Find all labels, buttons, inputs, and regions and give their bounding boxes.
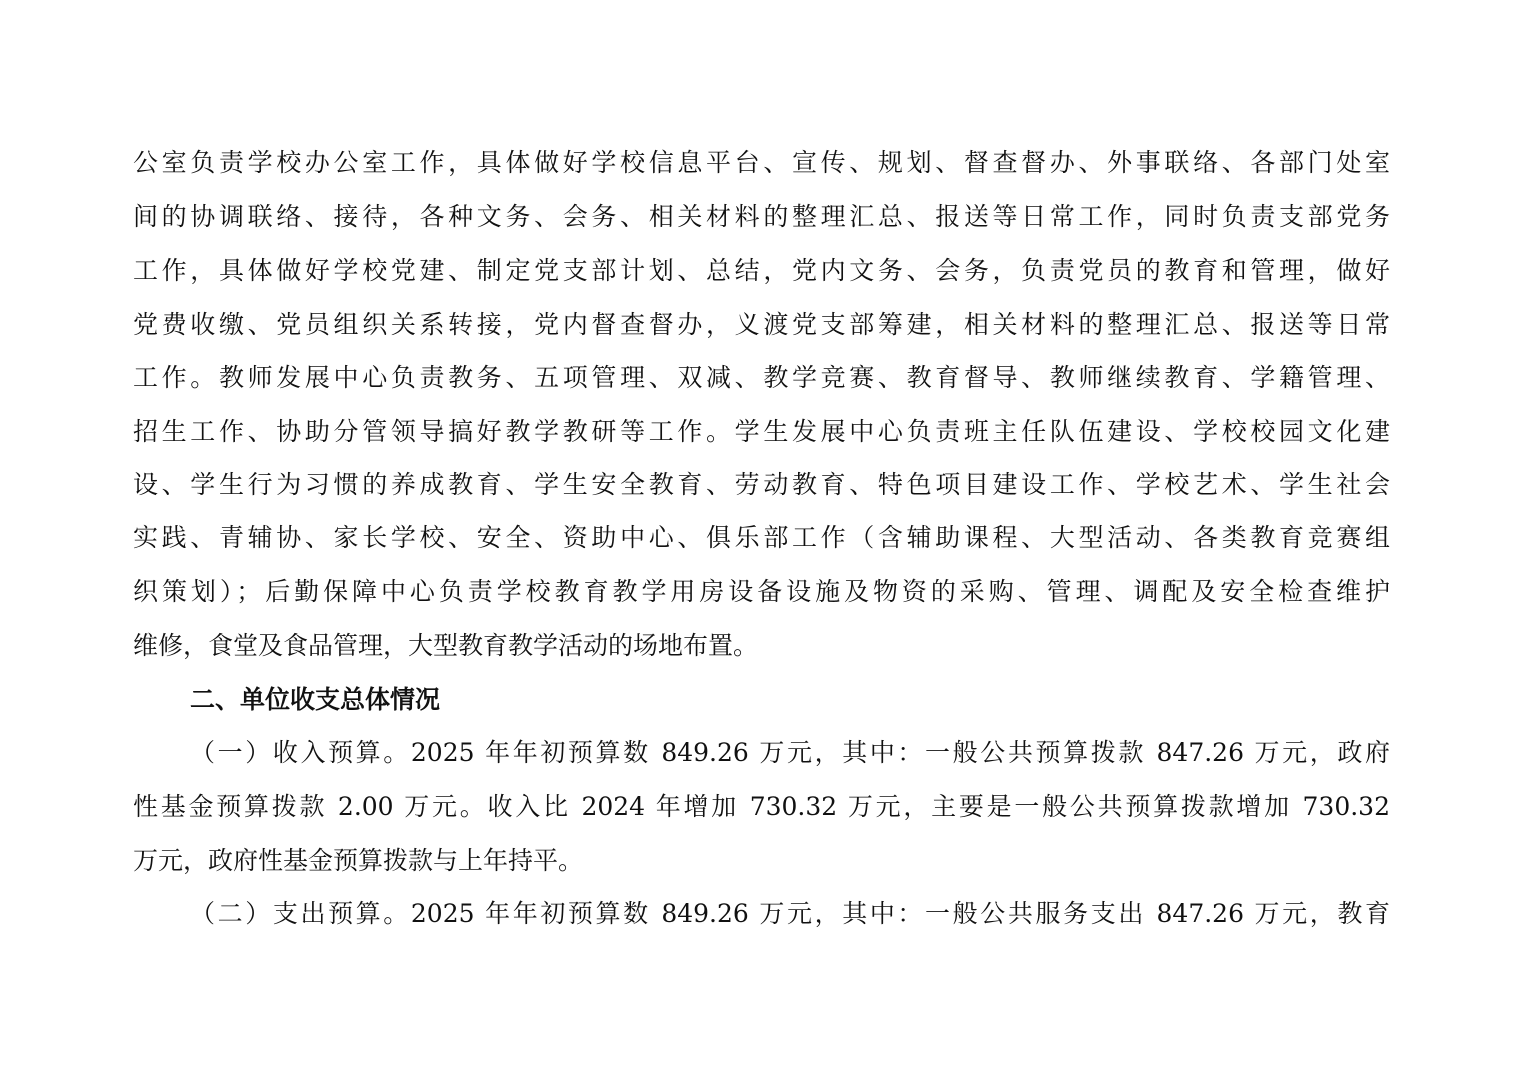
section-heading: 二、单位收支总体情况 (190, 685, 441, 714)
paragraph-line: 工作。教师发展中心负责教务、五项管理、双减、教学竞赛、教育督导、教师继续教育、学籍管理、 (133, 363, 1390, 392)
paragraph-line: 工作，具体做好学校党建、制定党支部计划、总结，党内文务、会务，负责党员的教育和管理，做好 (133, 256, 1390, 285)
paragraph-line: 万元，政府性基金预算拨款与上年持平。 (133, 846, 584, 875)
paragraph-line: 设、学生行为习惯的养成教育、学生安全教育、劳动教育、特色项目建设工作、学校艺术、学生社会 (133, 470, 1390, 499)
paragraph-line: 织策划）；后勤保障中心负责学校教育教学用房设备设施及物资的采购、管理、调配及安全检查维护 (133, 577, 1390, 606)
paragraph-line: （二）支出预算。2025 年年初预算数 849.26 万元，其中：一般公共服务支出 847.26 万元，教育 (190, 899, 1390, 928)
paragraph-line: 间的协调联络、接待，各种文务、会务、相关材料的整理汇总、报送等日常工作，同时负责支部党务 (133, 202, 1390, 231)
paragraph-line: 维修，食堂及食品管理，大型教育教学活动的场地布置。 (133, 631, 759, 660)
paragraph-line: 性基金预算拨款 2.00 万元。收入比 2024 年增加 730.32 万元，主要是一般公共预算拨款增加 730.32 (133, 792, 1390, 821)
paragraph-line: 实践、青辅协、家长学校、安全、资助中心、俱乐部工作（含辅助课程、大型活动、各类教育竞赛组 (133, 523, 1390, 552)
paragraph-line: 党费收缴、党员组织关系转接，党内督查督办，义渡党支部筹建，相关材料的整理汇总、报送等日常 (133, 310, 1390, 339)
paragraph-line: 公室负责学校办公室工作，具体做好学校信息平台、宣传、规划、督查督办、外事联络、各部门处室 (133, 148, 1390, 177)
paragraph-line: （一）收入预算。2025 年年初预算数 849.26 万元，其中：一般公共预算拨款 847.26 万元，政府 (190, 738, 1390, 767)
paragraph-line: 招生工作、协助分管领导搞好教学教研等工作。学生发展中心负责班主任队伍建设、学校校园文化建 (133, 417, 1390, 446)
